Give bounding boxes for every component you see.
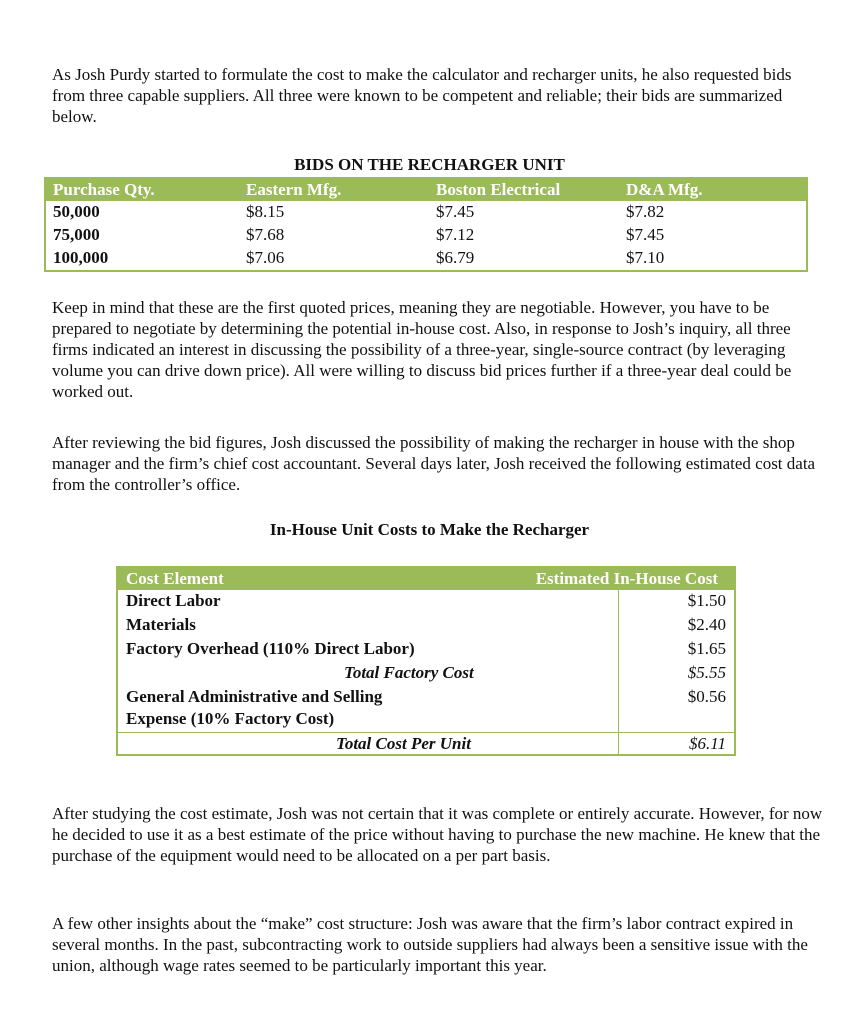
ga-label-line2: Expense (10% Factory Cost)	[126, 709, 335, 728]
qty-cell: 75,000	[53, 225, 100, 244]
qty-cell: 100,000	[53, 248, 109, 267]
materials-label: Materials	[126, 615, 196, 634]
bids-table-title: BIDS ON THE RECHARGER UNIT	[294, 155, 565, 174]
estimate-paragraph: After studying the cost estimate, Josh was not certain that it was complete or entirely accurate. However, for now he decided to use it as a best estimate of the price without having to purchase the new machine. He knew that the purchase of the equipment would need to be allocated on a per part basis.	[52, 804, 823, 865]
ga-value: $0.56	[687, 687, 726, 706]
price-cell: $7.12	[436, 225, 475, 244]
price-cell: $7.68	[246, 225, 285, 244]
total-factory-label: Total Factory Cost	[344, 663, 474, 682]
header-eastern: Eastern Mfg.	[246, 180, 342, 199]
table-row	[118, 614, 734, 638]
inhouse-table-title: In-House Unit Costs to Make the Recharger	[269, 520, 590, 539]
total-unit-value: $6.11	[689, 734, 726, 753]
table-row	[118, 638, 734, 662]
price-cell: $7.82	[626, 202, 665, 221]
total-factory-value: $5.55	[687, 663, 726, 682]
overhead-label: Factory Overhead (110% Direct Labor)	[126, 639, 415, 658]
materials-value: $2.40	[687, 615, 726, 634]
direct-labor-label: Direct Labor	[126, 591, 221, 610]
header-purchase-qty: Purchase Qty.	[53, 180, 155, 199]
price-cell: $7.10	[626, 248, 665, 267]
overhead-value: $1.65	[687, 639, 726, 658]
price-cell: $6.79	[436, 248, 475, 267]
header-da: D&A Mfg.	[626, 180, 703, 199]
table-row	[46, 201, 806, 224]
ga-label-line1: General Administrative and Selling	[126, 687, 383, 706]
price-cell: $7.45	[436, 202, 475, 221]
table-row	[118, 732, 734, 757]
price-cell: $7.45	[626, 225, 665, 244]
cost-header-row	[118, 568, 734, 590]
header-boston: Boston Electrical	[436, 180, 561, 199]
table-row	[118, 662, 734, 686]
total-unit-label: Total Cost Per Unit	[336, 734, 471, 753]
intro-paragraph: As Josh Purdy started to formulate the cost to make the calculator and recharger units, he also requested bids from three capable suppliers. All three were known to be competent and reliable; their bids are summarized below.	[52, 65, 792, 126]
review-paragraph: After reviewing the bid figures, Josh discussed the possibility of making the recharger in house with the shop manager and the firm’s chief cost accountant. Several days later, Josh received the following estimated cost data from the controller’s office.	[52, 433, 816, 494]
table-row	[46, 224, 806, 247]
table-row	[118, 686, 734, 732]
insights-paragraph: A few other insights about the “make” cost structure: Josh was aware that the firm’s labor contract expired in several months. In the past, subcontracting work to outside suppliers had always been a sensitive issue with the union, although wage rates seemed to be particularly important this year.	[52, 914, 808, 975]
header-estimated-cost: Estimated In-House Cost	[535, 569, 718, 588]
header-cost-element: Cost Element	[126, 569, 224, 588]
table-row	[46, 247, 806, 270]
price-cell: $8.15	[246, 202, 285, 221]
negotiation-paragraph: Keep in mind that these are the first quoted prices, meaning they are negotiable. However, you have to be prepared to negotiate by determining the potential in-house cost. Also, in response to Josh’s inquiry, all three firms indicated an interest in discussing the possibility of a three-year, single-source contract (by leveraging volume you can drive down price). All were willing to discuss bid prices further if a three-year deal could be worked out.	[52, 298, 792, 401]
price-cell: $7.06	[246, 248, 285, 267]
inhouse-cost-table	[116, 566, 736, 756]
qty-cell: 50,000	[53, 202, 100, 221]
table-row	[118, 590, 734, 614]
direct-labor-value: $1.50	[687, 591, 726, 610]
bids-header-row	[46, 179, 806, 201]
bids-table	[44, 177, 808, 272]
